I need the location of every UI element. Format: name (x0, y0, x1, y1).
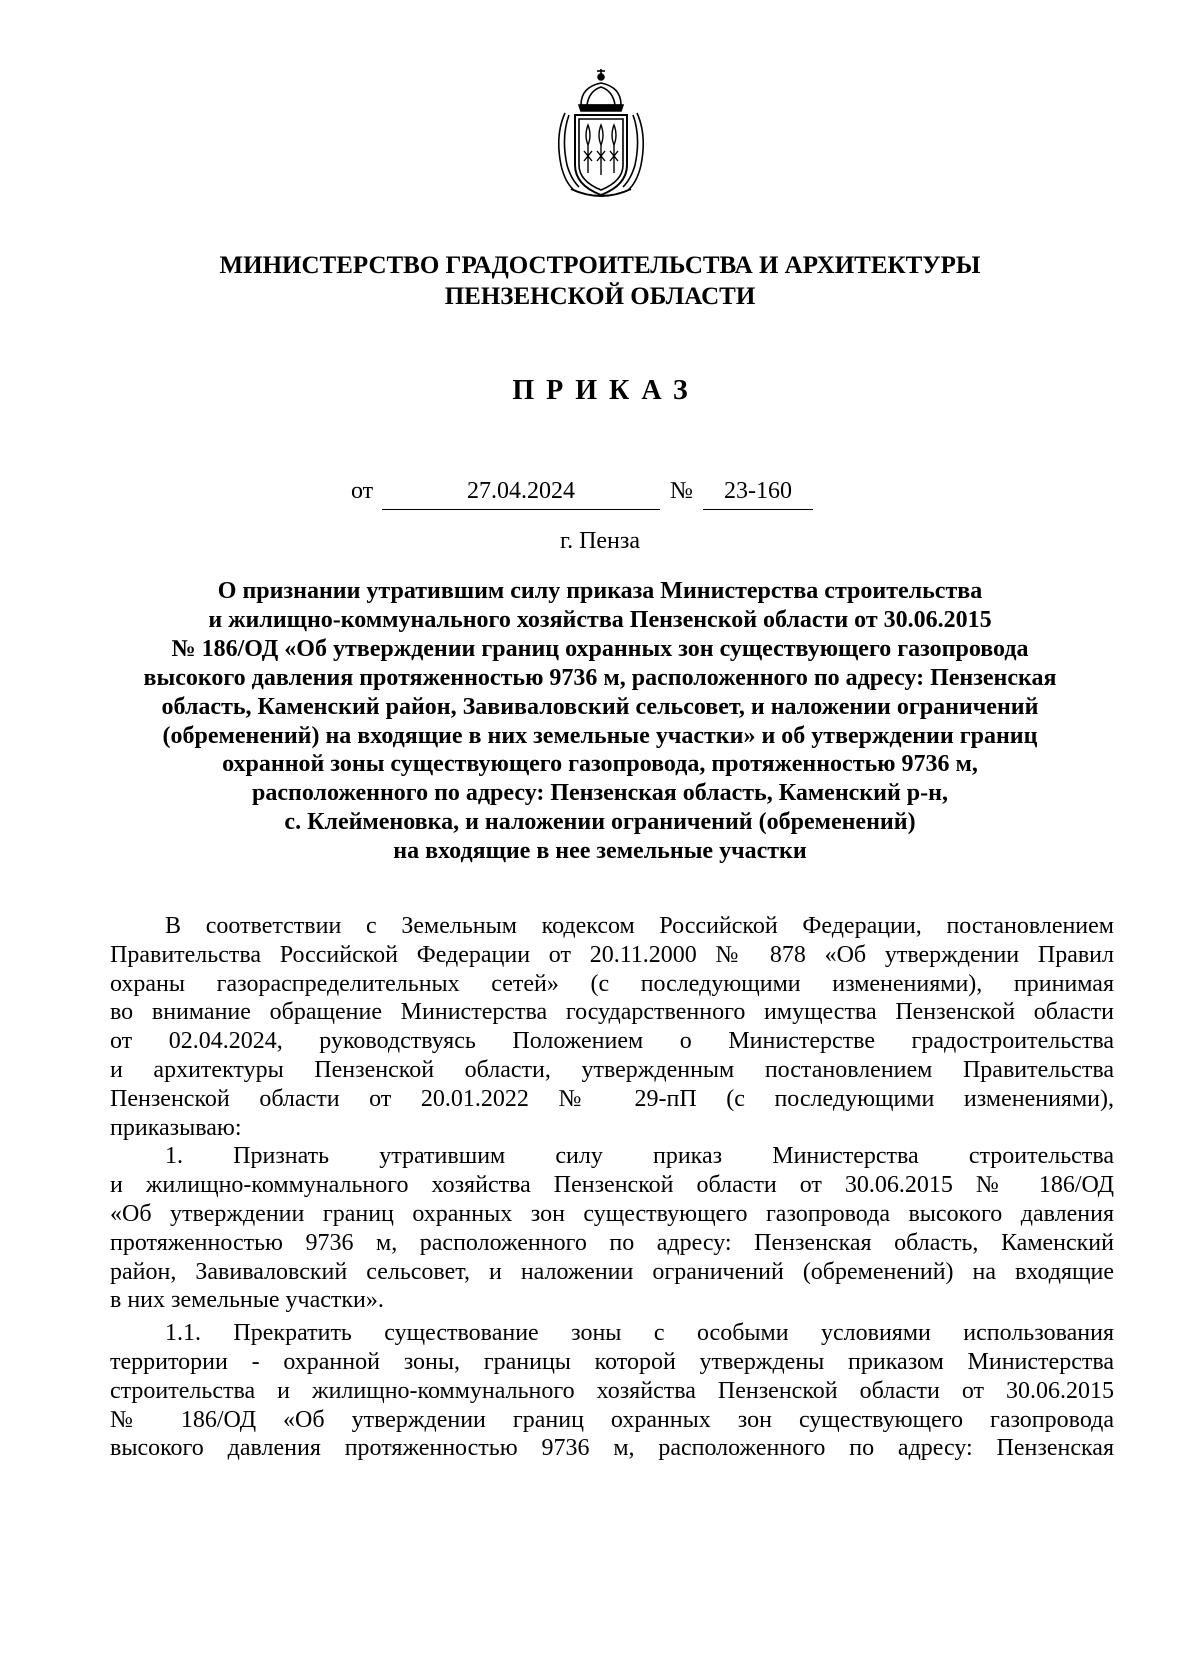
date-label: от (351, 478, 374, 504)
body-line: 1.1. Прекратить существование зоны с особыми условиями использования (165, 1320, 1114, 1347)
body-line: в них земельные участки». (110, 1287, 384, 1314)
subject-line: охранной зоны существующего газопровода, протяженностью 9736 м, (222, 751, 978, 778)
order-subject (0, 577, 1200, 866)
order-date: 27.04.2024 (382, 478, 660, 510)
item-1-1-paragraph (110, 1319, 1114, 1463)
issue-city: г. Пенза (559, 528, 641, 554)
body-line: «Об утверждении границ охранных зон существующего газопровода высокого давления (110, 1200, 1114, 1227)
body-line: протяженностью 9736 м, расположенного по адресу: Пензенская область, Каменский (110, 1229, 1114, 1256)
subject-line: расположенного по адресу: Пензенская область, Каменский р-н, (252, 780, 948, 807)
body-line: № 186/ОД «Об утверждении границ охранных зон существующего газопровода (110, 1406, 1114, 1433)
body-line: район, Завиваловский сельсовет, и наложении ограничений (обременений) на входящие (110, 1258, 1114, 1285)
body-line: от 02.04.2024, руководствуясь Положением о Министерстве градостроительства (110, 1028, 1114, 1055)
order-number: 23-160 (703, 478, 813, 510)
body-line: Правительства Российской Федерации от 20.11.2000 № 878 «Об утверждении Правил (110, 941, 1114, 968)
ministry-name (0, 250, 1200, 312)
body-line: строительства и жилищно-коммунального хозяйства Пензенской области от 30.06.2015 (110, 1377, 1114, 1404)
body-line: и архитектуры Пензенской области, утвержденным постановлением Правительства (110, 1056, 1114, 1083)
body-line: высокого давления протяженностью 9736 м, расположенного по адресу: Пензенская (110, 1435, 1114, 1462)
preamble-paragraph (110, 912, 1114, 1142)
body-line: В соответствии с Земельным кодексом Российской Федерации, постановлением (165, 913, 1114, 939)
subject-line: и жилищно-коммунального хозяйства Пензенской области от 30.06.2015 (208, 606, 992, 633)
body-line: и жилищно-коммунального хозяйства Пензенской области от 30.06.2015 № 186/ОД (110, 1172, 1114, 1199)
body-line: 1. Признать утратившим силу приказ Министерства строительства (165, 1143, 1114, 1170)
body-line: территории - охранной зоны, границы которой утверждены приказом Министерства (110, 1348, 1114, 1375)
ministry-name-line1: МИНИСТЕРСТВО ГРАДОСТРОИТЕЛЬСТВА И АРХИТЕКТУРЫ (219, 252, 981, 279)
order-body (110, 912, 1114, 1463)
subject-line: (обременений) на входящие в них земельные участки» и об утверждении границ (162, 722, 1038, 749)
body-line: охраны газораспределительных сетей» (с последующими изменениями), принимая (110, 970, 1114, 997)
body-line: Пензенской области от 20.01.2022 № 29-пП (с последующими изменениями), (110, 1085, 1114, 1112)
coat-of-arms-icon (551, 65, 651, 205)
subject-line: область, Каменский район, Завиваловский сельсовет, и наложении ограничений (161, 693, 1039, 720)
subject-line: высокого давления протяженностью 9736 м, расположенного по адресу: Пензенская (143, 664, 1057, 691)
subject-line: О признании утратившим силу приказа Министерства строительства (217, 578, 983, 604)
item-1-paragraph (110, 1142, 1114, 1315)
document-type-title: ПРИКАЗ (512, 375, 700, 406)
body-line: во внимание обращение Министерства государственного имущества Пензенской области (110, 999, 1114, 1026)
body-line: приказываю: (110, 1114, 242, 1141)
number-label: № (670, 478, 693, 504)
subject-line: с. Клейменовка, и наложении ограничений (обременений) (284, 809, 916, 836)
subject-line: на входящие в нее земельные участки (393, 838, 807, 865)
ministry-name-line2: ПЕНЗЕНСКОЙ ОБЛАСТИ (444, 283, 756, 310)
subject-line: № 186/ОД «Об утверждении границ охранных зон существующего газопровода (171, 635, 1029, 662)
